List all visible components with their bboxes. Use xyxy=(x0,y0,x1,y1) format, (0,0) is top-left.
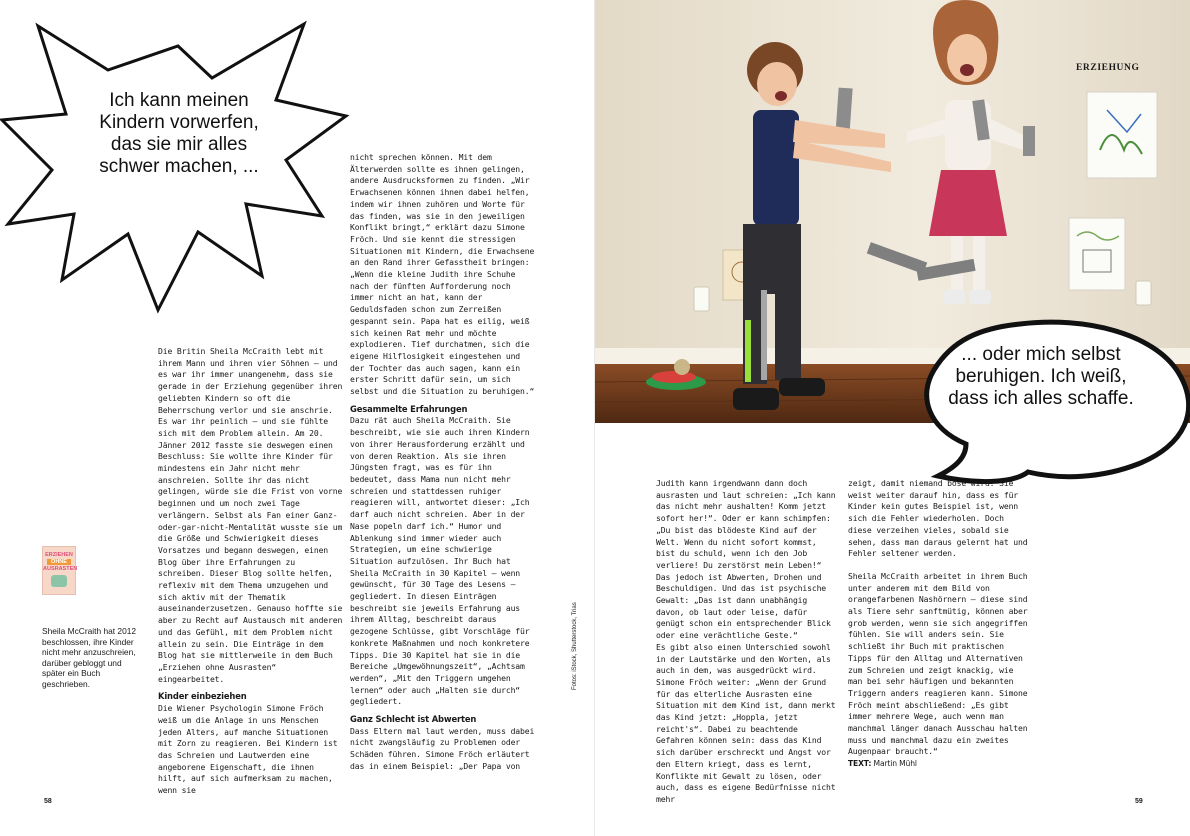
book-cover xyxy=(42,546,76,595)
wall-drawing-2 xyxy=(1069,218,1125,290)
paragraph: nicht sprechen können. Mit dem Älterwerden sollte es ihnen gelingen, andere Ausdrucksformen zu finden. „Wir Erwachsenen können ihnen dabei helfen, indem wir ihnen zuhören und Worte für das finden, was sie in den jeweiligen Konflikt bringt,“ erklärt dazu Simone Fröch. Und sie kennt die stressigen Situationen mit Kindern, die Erwachsene an den Rand ihrer Gefasstheit bringen: „Wenn die kleine Judith ihre Schuhe nach der fünften Aufforderung noch immer nicht an hat, kann der Geduldsfaden schon zum Zerreißen gespannt sein. Papa hat es eilig, weiß sich keinen Rat mehr und möchte explodieren. Tief durchatmen, sich die eigene Hilflosigkeit eingestehen und der Tochter das auch sagen, kann ein erster Schritt dafür sein, um sich selbst und die Situation zu beruhigen.“ xyxy=(350,152,535,397)
credit-label: TEXT: xyxy=(848,759,872,769)
paragraph: Sheila McCraith arbeitet in ihrem Buch unter anderem mit dem Bild von orangefarbenen Nashörnern – diese sind als Tiere sehr sanftmütig, können aber grob werden, wenn sie sich angegriffen fühlen. Sie will anders sein. Sie schließt ihr Buch mit praktischen Tipps für den Alltag und Alternativen zum Schreien und zeigt knackig, wie man bei sehr häufigen und bekannten Triggern anders reagieren kann. Simone Fröch meint abschließend: „Es gibt immer mehrere Wege, auch wenn man manchmal länger danach Ausschau halten muss und manchmal dazu ein zweites Augenpaar braucht.“ xyxy=(848,570,1028,757)
photo-credit: Fotos: iStock, Shutterstock, Trias xyxy=(572,602,578,690)
subheading: Kinder einbeziehen xyxy=(158,691,247,702)
section-label: ERZIEHUNG xyxy=(1076,63,1140,73)
paragraph: Die Wiener Psychologin Simone Fröch weiß um die Anlage in uns Menschen jeden Alters, auf manche Situationen mit Zorn zu reagieren. Bei Kindern ist das Schreien und Lautwerden eine angeborene Eigenschaft, die ihnen hilft, auf sich aufmerksam zu machen, wenn sie xyxy=(158,703,338,796)
author-credit xyxy=(848,758,1032,770)
article-column-3 xyxy=(656,478,838,806)
paragraph: Judith kann irgendwann dann doch ausrasten und laut schreien: „Ich kann das nicht mehr aushalten! Komm jetzt sofort her!“. Oder er kann schimpfen: „Du bist das blödeste Kind auf der Welt. Wenn du nicht sofort kommst, bist du schuld, wenn ich den Job verliere! Du zerstörst mein Leben!“ Das jedoch ist Abwerten, Drohen und Beschuldigen. Und das ist psychische Gewalt: „Das ist dann unabhängig davon, ob laut oder leise, dafür genügt schon ein entsprechender Blick oder eine verächtliche Geste.“ xyxy=(656,478,836,641)
paragraph: Dass Eltern mal laut werden, muss dabei nicht zwangsläufig zu Problemen oder Schäden führen. Simone Fröch erläutert das in einem Beispiel: „Der Papa von xyxy=(350,725,535,771)
book-cover-line2: OHNE xyxy=(47,559,71,565)
book-cover-line3: AUSRASTEN xyxy=(43,566,78,572)
article-column-4 xyxy=(848,478,1032,770)
quote-text-right: ... oder mich selbst beruhigen. Ich weiß, dass ich alles schaffe. xyxy=(948,344,1134,409)
subheading: Gesammelte Erfahrungen xyxy=(350,403,468,414)
book-cover-line1: ERZIEHEN xyxy=(45,552,73,558)
outlet-left xyxy=(694,287,709,311)
paragraph: zeigt, damit niemand böse wird. Sie weist weiter darauf hin, dass es für Kinder kein gutes Beispiel ist, wenn sich die Fehler wiederholen. Doch diese verzeihen vieles, sobald sie sehen, dass man daraus gelernt hat und Fehler seltener werden. xyxy=(848,478,1028,559)
article-column-1 xyxy=(158,346,343,797)
paragraph: Es gibt also einen Unterschied sowohl in der Lautstärke und den Worten, als auch in dem, was ausgedrückt wird. Simone Fröch weiter: „Wenn der Grund für das elterliche Ausrasten eine Situation mit dem Kind ist, dann merkt das Kind jetzt: „Hoppla, jetzt reicht's“. Dabei zu beachtende Gefahren können sein: dass das Kind sich darüber erschreckt und Angst vor den Eltern kriegt, dass es lernt, Konflikte mit Gewalt zu lösen, oder auch, dass es eigene Bedürfnisse nicht mehr xyxy=(656,641,836,804)
page-number-right: 59 xyxy=(1135,798,1143,805)
book-caption: Sheila McCraith hat 2012 beschlossen, ihre Kinder nicht mehr anzuschreien, darüber gebloggt und später ein Buch geschrieben. xyxy=(42,626,137,689)
paragraph: Dazu rät auch Sheila McCraith. Sie beschreibt, wie sie auch ihren Kindern von ihrer Herausforderung erzählt und von deren Reaktion. Als sie ihren Jüngsten fragt, was es für ihn bedeutet, dass Mama nun nicht mehr schreien und stattdessen ruhiger reagieren will, antwortet dieser: „Ich darf auch nicht schreien. Aber in der Nase popeln darf ich.“ Humor und Ablenkung sind immer wieder auch Strategien, um eine schwierige Situation aufzulösen. Ihr Buch hat Sheila McCraith in 30 Kapitel – wenn gewünscht, für 30 Tage des Lesens – gegliedert. In diesen Einträgen beschreibt sie jeweils Erfahrung aus ihrem Alltag, beschreibt daraus gezogene Schlüsse, gibt Vorschläge für konkrete Maßnahmen und noch konkretere Tipps. Die 30 Kapitel hat sie in die Bereiche „Umgewöhnungszeit“, „Achtsam werden“, „Mit den Triggern umgehen lernen“ oder auch „Halten sie durch“ gegliedert. xyxy=(350,415,530,707)
page-number-left: 58 xyxy=(44,798,52,805)
outlet-right xyxy=(1136,281,1151,305)
subheading: Ganz Schlecht ist Abwerten xyxy=(350,714,477,725)
quote-text-left: Ich kann meinen Kindern vorwerfen, das sie mir alles schwer machen, ... xyxy=(99,90,259,177)
paragraph: Die Britin Sheila McCraith lebt mit ihrem Mann und ihren vier Söhnen – und es war ihr immer unangenehm, dass sie gerade in der Erziehung gegenüber ihren geliebten Kindern so oft die Beherrschung verlor und sie anschrie. Es war ihr peinlich – und sie fühlte sich mit dem Problem allein. Am 20. Jänner 2012 fasste sie deswegen einen Beschluss: Sie wollte ihre Kinder für mindestens ein Jahr nicht mehr anschreien. Sollte ihr das nicht gelingen, würde sie die Frist von vorne beginnen und um noch zwei Tage verlängern. Selbst als Fan einer Ganz-oder-gar-nicht-Mentalität wusste sie um die Größe und Schwierigkeit dieses Vorsatzes und begann deswegen, einen Blog über ihre Erfahrungen zu schreiben. Dieser Blog sollte helfen, reflexiv mit dem Thema umzugehen und sich aktiv mit der Thematik auseinanderzusetzen. Genauso hoffte sie aber zu Recht auf Austausch mit anderen und das Gefühl, mit dem Problem nicht allein zu sein. Die Einträge in dem Blog hat sie mittlerweile in dem Buch „Erziehen ohne Ausrasten“ eingearbeitet. xyxy=(158,346,343,684)
article-column-2 xyxy=(350,152,538,773)
wall-drawing-1 xyxy=(1087,92,1157,178)
credit-name: Martin Mühl xyxy=(873,759,917,769)
